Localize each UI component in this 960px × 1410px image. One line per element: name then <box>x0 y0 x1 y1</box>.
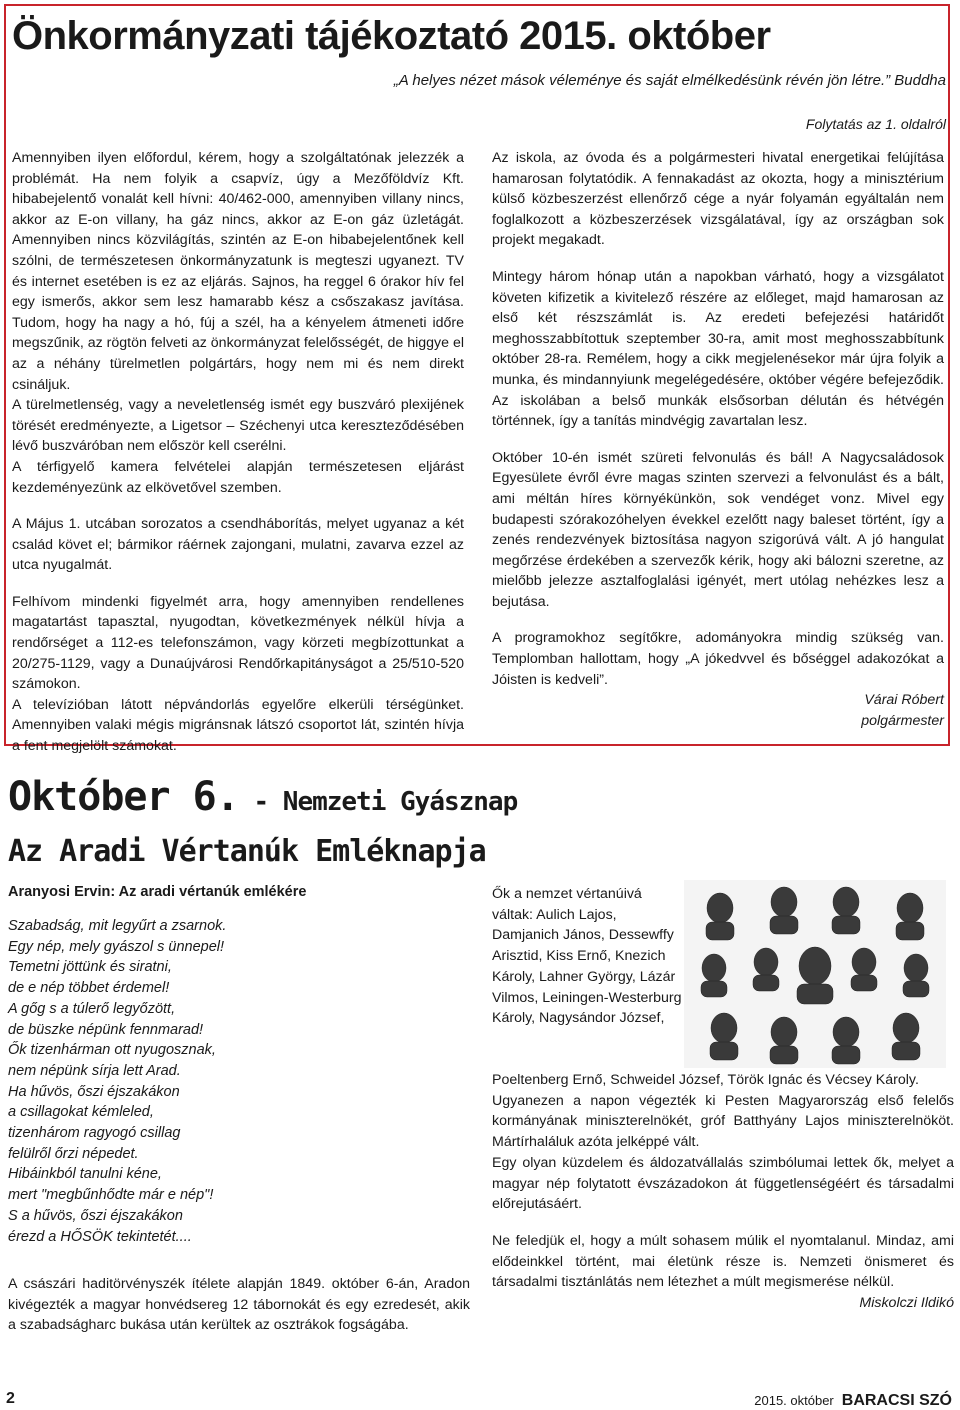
poem-line: S a hűvös, őszi éjszakákon <box>8 1207 183 1224</box>
left-column <box>12 148 464 757</box>
author-name: Miskolczi Ildikó <box>859 1295 954 1312</box>
poem-line: de büszke népünk fennmarad! <box>8 1021 204 1038</box>
page-title: Önkormányzati tájékoztató 2015. október <box>12 14 771 58</box>
page-number: 2 <box>6 1390 15 1407</box>
martyrs-intro: Ők a nemzet vértanúivá váltak: Aulich Lajos, Damjanich János, Dessewffy Arisztid, Kiss Ernő, Knezich Károly, Lahner György, Lázár Vilmos, Leiningen-Westerburg Károly, Nagysándor József, <box>492 886 682 1027</box>
paragraph: A televízióban látott népvándorlás egyelőre elkerüli térségünket. Amennyiben valaki mégis migránsnak látszó csoportot lát, szintén hívja a fent megjelölt számokat. <box>12 696 464 755</box>
paragraph: Ugyanezen a napon végezték ki Pesten Magyarország első felelős kormányának miniszterelnökét, gróf Batthyány Lajos miniszterelnököt. Mártírhaláluk azóta jelképpé vált. <box>492 1092 954 1151</box>
heading-date: Október 6. <box>8 774 239 820</box>
poem-line: Temetni jöttünk és siratni, <box>8 959 172 976</box>
paragraph: Amennyiben ilyen előfordul, kérem, hogy a szolgáltatónak jelezzék a problémát. Ha nem folyik a csapvíz, úgy a Mezőföldvíz Kft. hibabejelentő vonalát kell hívni: 40/462-000, amennyiben villany nincs, akkor az E-on villany, ha gáz nincs, akkor az E-on gáz üzletágát. Amennyiben nincs közvilágítás, szintén az E-on hibabejelentőnek kell szólni, de természetesen önkormányzatunk is megteszi ugyanezt. TV és internet esetében is ez az eljárás. Sajnos, ha reggel 6 órakor hív fel egy ismerős, akkor sem lesz hamarabb kész a csőszakasz javítása. Tudom, hogy ha nagy a hó, fúj a szél, ha a kényelem átmeneti időre megszűnik, az rögtön felveti az önkormányzat felelősségét, de higgye el az a néhány türelmetlen polgártárs, hogy nem mi és nem direkt csináljuk. <box>12 150 464 393</box>
footer <box>754 1392 952 1410</box>
poem-line: Szabadság, mit legyűrt a zsarnok. <box>8 918 227 934</box>
continued-note: Folytatás az 1. oldalról <box>805 116 946 132</box>
poem-line: Ha hűvös, őszi éjszakákon <box>8 1083 180 1100</box>
martyrs-portrait-image <box>684 880 946 1068</box>
paragraph: Az iskola, az óvoda és a polgármesteri hivatal energetikai felújítása hamarosan folytatódik. A fennakadást az okozta, hogy a minisztérium külső közbeszerzést ellenőrző cége a nyár folyamán egyáltalán nem foglalkozott a közbeszerzések vizsgálatával, így az országban sok projekt megakadt. <box>492 150 944 249</box>
paragraph: Felhívom mindenki figyelmét arra, hogy amennyiben rendellenes magatartást tapasztal, nyugodtan, következmények nélkül hívja a rendőrséget a 112-es telefonszámon, vagy körzeti megbízottunkat a 20/275-1129, vagy a Dunaújvárosi Rendőrkapitányságot a 25/510-520 számokon. <box>12 593 464 693</box>
paragraph: A térfigyelő kamera felvételei alapján természetesen eljárást kezdeményezünk az elkövetővel szemben. <box>12 458 464 496</box>
poem-line: A gőg s a túlerő legyőzött, <box>8 1000 176 1017</box>
poem-line: tizenhárom ragyogó csillag <box>8 1125 181 1142</box>
poem-line: mert "megbűnhődte már e nép"! <box>8 1187 214 1204</box>
paragraph: A Május 1. utcában sorozatos a csendháborítás, melyet ugyanaz a két család követ el; bármikor ráérnek zajongani, mulatni, zavarva ezzel az utca nyugalmát. <box>12 516 464 574</box>
poem-title: Aranyosi Ervin: Az aradi vértanúk emlékére <box>8 884 307 900</box>
signature-name: Várai Róbert <box>864 692 944 709</box>
poem-line: Ők tizenhárman ott nyugosznak, <box>8 1042 216 1059</box>
footer-issue: 2015. október <box>754 1393 834 1408</box>
paragraph: A türelmetlenség, vagy a neveletlenség ismét egy buszváró plexijének törését eredményezte, a Ligetsor – Széchenyi utca kereszteződésében lévő buszváróban nem először kell cserélni. <box>12 397 464 455</box>
poem-line: Hibáinkból tanulni kéne, <box>8 1166 162 1183</box>
poem-line: nem népünk sírja lett Arad. <box>8 1062 181 1079</box>
poem-line: érezd a HŐSÖK tekintetét.... <box>8 1228 192 1245</box>
paragraph: Október 10-én ismét szüreti felvonulás és bál! A Nagycsaládosok Egyesülete évről évre magas szinten szervezi a felvonulást és a bált, ami méltán híres környékünkön, sok vendéget vonz. Mivel egy budapesti szórakozóhelyen évekkel ezelőtt nagy baleset történt, így a zenés rendezvények biztosítása nagyon szigorúvá vált. A jó hangulat megőrzése érdekében a szervezők kérik, hogy aki bálozni szeretne, az mielőbb jelezze asztalfoglalási igényét, mert utólag nehézkes lesz a bejutása. <box>492 449 944 610</box>
paragraph: Ne feledjük el, hogy a múlt sohasem múlik el nyomtalanul. Mindaz, ami elődeinkkel történt, mai életünk része is. Nemzeti önismeret és társadalmi tisztánlátás nem létezhet a múlt megismerése nélkül. <box>492 1232 954 1291</box>
poem-line: de e nép többet érdemel! <box>8 980 170 997</box>
poem-line: a csillagokat kémleled, <box>8 1104 154 1121</box>
paragraph: A programokhoz segítőkre, adományokra mindig szükség van. Templomban hallottam, hogy „A jókedvvel és bőséggel adakozókat a Jóisten is kedveli”. <box>492 630 944 688</box>
martyrs-rest: Poeltenberg Ernő, Schweidel József, Török Ignác és Vécsey Károly. <box>492 1072 919 1088</box>
poem-line: felülről őrzi népedet. <box>8 1145 139 1162</box>
memorial-subheading: Az Aradi Vértanúk Emléknapja <box>8 834 486 869</box>
right-column <box>492 148 944 731</box>
paragraph: Mintegy három hónap után a napokban várható, hogy a vizsgálatot követen kifizetik a kivitelező részére az előleget, majd hamarosan az első két részszámlát is. Az eredeti befejezési határidőt meghosszabbítottuk szeptember 30-ra, amit most meghosszabbítunk október 28-ra. Remélem, hogy a cikk megjelenésekor már újra folyik a munka, és mindannyiunk megelégedésére, október végére befejeződik. Az iskolában a belső munkák elsősorban délután és hétvégén történnek, így a tanítás mindvégig zavartalan lesz. <box>492 268 944 430</box>
poem <box>8 916 226 1247</box>
heading-rest: - Nemzeti Gyásznap <box>238 787 518 817</box>
footer-paper-name: BARACSI SZÓ <box>841 1392 952 1409</box>
motto-quote: „A helyes nézet mások véleménye és saját elmélkedésünk révén jön létre.” Buddha <box>393 72 946 89</box>
poem-line: Egy nép, mely gyászol s ünnepel! <box>8 938 225 955</box>
signature-title: polgármester <box>861 712 944 729</box>
memorial-text <box>492 1070 954 1314</box>
paragraph: Egy olyan küzdelem és áldozatvállalás szimbólumai lettek ők, melyet a magyar nép folytatott évszázadokon át függetlenségéért és társadalmi előrejutásáért. <box>492 1154 954 1213</box>
portrait-face <box>706 893 734 940</box>
court-text: A császári haditörvényszék ítélete alapján 1849. október 6-án, Aradon kivégezték a magyar honvédsereg 12 tábornokát és egy ezredesét, akik a szabadságharc bukása után kerültek az osztrákok fogságába. <box>8 1276 470 1334</box>
memorial-heading <box>8 774 517 820</box>
